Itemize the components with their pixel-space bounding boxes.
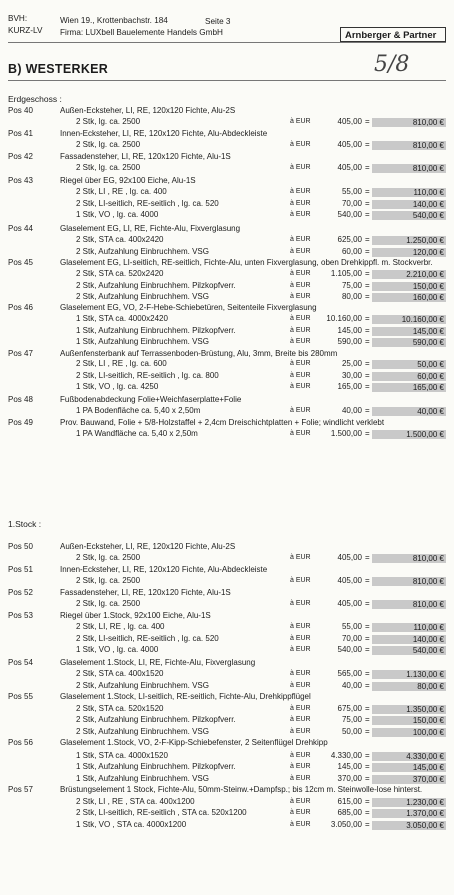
- position-description: Innen-Ecksteher, LI, RE, 120x120 Fichte, Alu-Abdeckleiste: [60, 565, 268, 574]
- equals-sign: =: [365, 762, 370, 771]
- position-description: Glaselement EG, LI-seitlich, RE-seitlich, Fichte-Alu, unten Fixverglasung, oben Drehkippfl. m. Stockverbr.: [60, 258, 433, 267]
- currency-label: à EUR: [290, 670, 311, 677]
- position-description: Glaselement EG, LI, RE, Fichte-Alu, Fixverglasung: [60, 224, 241, 233]
- unit-price: 50,00: [341, 727, 362, 736]
- kurz-lv-label: KURZ-LV: [8, 26, 43, 35]
- position-number: Pos 49: [8, 418, 33, 427]
- currency-label: à EUR: [290, 600, 311, 607]
- line-total: 1.500,00 €: [372, 430, 446, 439]
- unit-price: 615,00: [337, 797, 362, 806]
- position-header-row: [0, 542, 454, 552]
- position-line-item: [0, 599, 454, 609]
- unit-price: 55,00: [341, 187, 362, 196]
- position-description: Glaselement 1.Stock, VO, 2-F-Kipp-Schiebefenster, 2 Seitenflügel Drehkipp: [60, 738, 328, 747]
- position-number: Pos 45: [8, 258, 33, 267]
- unit-price: 405,00: [337, 553, 362, 562]
- line-total: 150,00 €: [372, 282, 446, 291]
- position-header-row: [0, 418, 454, 428]
- position-line-item: [0, 269, 454, 279]
- position-description: Außen-Ecksteher, LI, RE, 120x120 Fichte, Alu-2S: [60, 106, 236, 115]
- line-total: 1.230,00 €: [372, 798, 446, 807]
- position-header-row: [0, 258, 454, 268]
- unit-price: 60,00: [341, 247, 362, 256]
- position-line-item: [0, 820, 454, 830]
- position-line-item: [0, 187, 454, 197]
- currency-label: à EUR: [290, 682, 311, 689]
- line-total: 4.330,00 €: [372, 752, 446, 761]
- unit-price: 590,00: [337, 337, 362, 346]
- currency-label: à EUR: [290, 577, 311, 584]
- unit-price: 685,00: [337, 808, 362, 817]
- equals-sign: =: [365, 406, 370, 415]
- equals-sign: =: [365, 645, 370, 654]
- firma: Firma: LUXbell Bauelemente Handels GmbH: [60, 28, 223, 37]
- position-line-item: [0, 406, 454, 416]
- position-line-item: [0, 797, 454, 807]
- page-number: Seite 3: [205, 17, 231, 26]
- equals-sign: =: [365, 163, 370, 172]
- item-quantity-spec: 1 Stk, Aufzahlung Einbruchhem. Pilzkopfverr.: [76, 762, 236, 771]
- line-total: 810,00 €: [372, 600, 446, 609]
- currency-label: à EUR: [290, 646, 311, 653]
- floor-label-eg: Erdgeschoss :: [8, 94, 62, 104]
- currency-label: à EUR: [290, 383, 311, 390]
- item-quantity-spec: 1 Stk, VO , lg. ca. 4000: [76, 210, 159, 219]
- item-quantity-spec: 2 Stk, LI-seitlich, RE-seitlich , lg. ca. 520: [76, 634, 219, 643]
- line-total: 590,00 €: [372, 338, 446, 347]
- currency-label: à EUR: [290, 248, 311, 255]
- equals-sign: =: [365, 727, 370, 736]
- unit-price: 625,00: [337, 235, 362, 244]
- currency-label: à EUR: [290, 635, 311, 642]
- line-total: 165,00 €: [372, 383, 446, 392]
- position-header-row: [0, 152, 454, 162]
- position-line-item: [0, 429, 454, 439]
- equals-sign: =: [365, 715, 370, 724]
- item-quantity-spec: 2 Stk, Aufzahlung Einbruchhem. Pilzkopfverr.: [76, 281, 236, 290]
- item-quantity-spec: 1 PA Bodenfläche ca. 5,40 x 2,50m: [76, 406, 201, 415]
- line-total: 145,00 €: [372, 763, 446, 772]
- position-header-row: [0, 658, 454, 668]
- position-description: Glaselement 1.Stock, LI-seitlich, RE-seitlich, Fichte-Alu, Drehkippflügel: [60, 692, 311, 701]
- position-line-item: [0, 774, 454, 784]
- position-number: Pos 52: [8, 588, 33, 597]
- unit-price: 540,00: [337, 645, 362, 654]
- line-total: 110,00 €: [372, 623, 446, 632]
- currency-label: à EUR: [290, 282, 311, 289]
- unit-price: 25,00: [341, 359, 362, 368]
- currency-label: à EUR: [290, 798, 311, 805]
- position-description: Prov. Bauwand, Folie + 5/8-Holzstaffel + 2,4cm Dreischichtplatten + Folie; windlicht verklebt: [60, 418, 385, 427]
- equals-sign: =: [365, 337, 370, 346]
- line-total: 810,00 €: [372, 164, 446, 173]
- unit-price: 75,00: [341, 281, 362, 290]
- item-quantity-spec: 2 Stk, LI , RE , lg. ca. 600: [76, 359, 167, 368]
- position-header-row: [0, 224, 454, 234]
- position-description: Fassadensteher, LI, RE, 120x120 Fichte, Alu-1S: [60, 588, 231, 597]
- position-header-row: [0, 176, 454, 186]
- equals-sign: =: [365, 382, 370, 391]
- unit-price: 75,00: [341, 715, 362, 724]
- position-number: Pos 54: [8, 658, 33, 667]
- currency-label: à EUR: [290, 236, 311, 243]
- equals-sign: =: [365, 797, 370, 806]
- item-quantity-spec: 2 Stk, Aufzahlung Einbruchhem. VSG: [76, 727, 209, 736]
- item-quantity-spec: 2 Stk, lg. ca. 2500: [76, 553, 141, 562]
- equals-sign: =: [365, 553, 370, 562]
- item-quantity-spec: 1 Stk, Aufzahlung Einbruchhem. VSG: [76, 774, 209, 783]
- bvh-label: BVH:: [8, 14, 28, 23]
- position-number: Pos 40: [8, 106, 33, 115]
- position-header-row: [0, 588, 454, 598]
- position-header-row: [0, 785, 454, 795]
- item-quantity-spec: 1 PA Wandfläche ca. 5,40 x 2,50m: [76, 429, 198, 438]
- line-total: 1.250,00 €: [372, 236, 446, 245]
- position-description: Brüstungselement 1 Stock, Fichte-Alu, 50mm-Steinw.+Dampfsp.; bis 12cm m. Steinwolle-lose hinterst.: [60, 785, 423, 794]
- currency-label: à EUR: [290, 164, 311, 171]
- currency-label: à EUR: [290, 293, 311, 300]
- position-line-item: [0, 704, 454, 714]
- position-line-item: [0, 371, 454, 381]
- currency-label: à EUR: [290, 763, 311, 770]
- unit-price: 1.500,00: [330, 429, 362, 438]
- item-quantity-spec: 2 Stk, Aufzahlung Einbruchhem. VSG: [76, 292, 209, 301]
- currency-label: à EUR: [290, 315, 311, 322]
- equals-sign: =: [365, 210, 370, 219]
- line-total: 140,00 €: [372, 200, 446, 209]
- currency-label: à EUR: [290, 360, 311, 367]
- unit-price: 10.160,00: [326, 314, 362, 323]
- position-description: Fassadensteher, LI, RE, 120x120 Fichte, Alu-1S: [60, 152, 231, 161]
- unit-price: 405,00: [337, 599, 362, 608]
- position-number: Pos 51: [8, 565, 33, 574]
- position-number: Pos 44: [8, 224, 33, 233]
- line-total: 540,00 €: [372, 646, 446, 655]
- position-header-row: [0, 395, 454, 405]
- position-header-row: [0, 349, 454, 359]
- line-total: 100,00 €: [372, 728, 446, 737]
- position-line-item: [0, 808, 454, 818]
- position-line-item: [0, 645, 454, 655]
- equals-sign: =: [365, 751, 370, 760]
- unit-price: 70,00: [341, 199, 362, 208]
- line-total: 160,00 €: [372, 293, 446, 302]
- position-header-row: [0, 611, 454, 621]
- line-total: 810,00 €: [372, 141, 446, 150]
- currency-label: à EUR: [290, 809, 311, 816]
- line-total: 810,00 €: [372, 554, 446, 563]
- position-line-item: [0, 292, 454, 302]
- currency-label: à EUR: [290, 372, 311, 379]
- address: Wien 19., Krottenbachstr. 184: [60, 16, 168, 25]
- item-quantity-spec: 1 Stk, Aufzahlung Einbruchhem. VSG: [76, 337, 209, 346]
- line-total: 50,00 €: [372, 360, 446, 369]
- floor-label-1og: 1.Stock :: [8, 519, 42, 529]
- item-quantity-spec: 2 Stk, LI , RE , STA ca. 400x1200: [76, 797, 195, 806]
- equals-sign: =: [365, 371, 370, 380]
- equals-sign: =: [365, 359, 370, 368]
- handwritten-note: 5/8: [374, 52, 410, 77]
- position-header-row: [0, 565, 454, 575]
- unit-price: 70,00: [341, 634, 362, 643]
- equals-sign: =: [365, 235, 370, 244]
- equals-sign: =: [365, 199, 370, 208]
- position-line-item: [0, 314, 454, 324]
- position-description: Außen-Ecksteher, LI, RE, 120x120 Fichte, Alu-2S: [60, 542, 236, 551]
- position-header-row: [0, 738, 454, 748]
- position-description: Riegel über 1.Stock, 92x100 Eiche, Alu-1S: [60, 611, 211, 620]
- line-total: 1.130,00 €: [372, 670, 446, 679]
- unit-price: 40,00: [341, 681, 362, 690]
- currency-label: à EUR: [290, 775, 311, 782]
- item-quantity-spec: 2 Stk, lg. ca. 2500: [76, 140, 141, 149]
- line-total: 810,00 €: [372, 118, 446, 127]
- position-line-item: [0, 210, 454, 220]
- item-quantity-spec: 1 Stk, Aufzahlung Einbruchhem. Pilzkopfverr.: [76, 326, 236, 335]
- line-total: 40,00 €: [372, 407, 446, 416]
- position-number: Pos 43: [8, 176, 33, 185]
- currency-label: à EUR: [290, 327, 311, 334]
- position-line-item: [0, 163, 454, 173]
- item-quantity-spec: 2 Stk, lg. ca. 2500: [76, 576, 141, 585]
- position-line-item: [0, 235, 454, 245]
- item-quantity-spec: 1 Stk, VO , lg. ca. 4250: [76, 382, 159, 391]
- item-quantity-spec: 1 Stk, STA ca. 4000x1520: [76, 751, 168, 760]
- position-line-item: [0, 199, 454, 209]
- position-line-item: [0, 359, 454, 369]
- unit-price: 405,00: [337, 576, 362, 585]
- currency-label: à EUR: [290, 716, 311, 723]
- unit-price: 145,00: [337, 326, 362, 335]
- line-total: 120,00 €: [372, 248, 446, 257]
- currency-label: à EUR: [290, 211, 311, 218]
- equals-sign: =: [365, 622, 370, 631]
- item-quantity-spec: 2 Stk, Aufzahlung Einbruchhem. VSG: [76, 681, 209, 690]
- currency-label: à EUR: [290, 407, 311, 414]
- currency-label: à EUR: [290, 338, 311, 345]
- item-quantity-spec: 2 Stk, lg. ca. 2500: [76, 163, 141, 172]
- item-quantity-spec: 2 Stk, STA ca. 400x1520: [76, 669, 164, 678]
- line-total: 140,00 €: [372, 635, 446, 644]
- equals-sign: =: [365, 808, 370, 817]
- currency-label: à EUR: [290, 728, 311, 735]
- item-quantity-spec: 2 Stk, LI , RE , lg. ca. 400: [76, 187, 167, 196]
- unit-price: 80,00: [341, 292, 362, 301]
- equals-sign: =: [365, 314, 370, 323]
- position-number: Pos 46: [8, 303, 33, 312]
- equals-sign: =: [365, 247, 370, 256]
- equals-sign: =: [365, 599, 370, 608]
- line-total: 10.160,00 €: [372, 315, 446, 324]
- equals-sign: =: [365, 429, 370, 438]
- unit-price: 1.105,00: [330, 269, 362, 278]
- position-description: Riegel über EG, 92x100 Eiche, Alu-1S: [60, 176, 196, 185]
- currency-label: à EUR: [290, 430, 311, 437]
- unit-price: 565,00: [337, 669, 362, 678]
- line-total: 1.350,00 €: [372, 705, 446, 714]
- position-number: Pos 50: [8, 542, 33, 551]
- position-line-item: [0, 715, 454, 725]
- equals-sign: =: [365, 774, 370, 783]
- position-line-item: [0, 140, 454, 150]
- equals-sign: =: [365, 292, 370, 301]
- item-quantity-spec: 2 Stk, lg. ca. 2500: [76, 117, 141, 126]
- position-line-item: [0, 337, 454, 347]
- item-quantity-spec: 2 Stk, Aufzahlung Einbruchhem. VSG: [76, 247, 209, 256]
- currency-label: à EUR: [290, 752, 311, 759]
- equals-sign: =: [365, 681, 370, 690]
- position-description: Außenfensterbank auf Terrassenboden-Brüstung, Alu, 3mm, Breite bis 280mm: [60, 349, 338, 358]
- unit-price: 405,00: [337, 140, 362, 149]
- item-quantity-spec: 2 Stk, LI-seitlich, RE-seitlich , STA ca. 520x1200: [76, 808, 247, 817]
- line-total: 80,00 €: [372, 682, 446, 691]
- currency-label: à EUR: [290, 270, 311, 277]
- line-total: 3.050,00 €: [372, 821, 446, 830]
- unit-price: 40,00: [341, 406, 362, 415]
- position-header-row: [0, 129, 454, 139]
- section-title: B) WESTERKER: [8, 62, 109, 76]
- unit-price: 30,00: [341, 371, 362, 380]
- position-line-item: [0, 382, 454, 392]
- currency-label: à EUR: [290, 821, 311, 828]
- currency-label: à EUR: [290, 118, 311, 125]
- equals-sign: =: [365, 576, 370, 585]
- position-description: Fußbodenabdeckung Folie+Weichfaserplatte+Folie: [60, 395, 242, 404]
- equals-sign: =: [365, 281, 370, 290]
- position-line-item: [0, 247, 454, 257]
- item-quantity-spec: 2 Stk, lg. ca. 2500: [76, 599, 141, 608]
- currency-label: à EUR: [290, 554, 311, 561]
- company-logo: Arnberger & Partner: [340, 27, 446, 42]
- position-line-item: [0, 681, 454, 691]
- line-total: 2.210,00 €: [372, 270, 446, 279]
- unit-price: 675,00: [337, 704, 362, 713]
- item-quantity-spec: 1 Stk, STA ca. 4000x2420: [76, 314, 168, 323]
- unit-price: 55,00: [341, 622, 362, 631]
- unit-price: 4.330,00: [330, 751, 362, 760]
- position-line-item: [0, 634, 454, 644]
- title-divider: [8, 80, 446, 81]
- item-quantity-spec: 2 Stk, LI, RE , lg. ca. 400: [76, 622, 165, 631]
- position-line-item: [0, 762, 454, 772]
- position-header-row: [0, 106, 454, 116]
- item-quantity-spec: 2 Stk, LI-seitlich, RE-seitlich , lg. ca. 800: [76, 371, 219, 380]
- item-quantity-spec: 2 Stk, Aufzahlung Einbruchhem. Pilzkopfverr.: [76, 715, 236, 724]
- item-quantity-spec: 1 Stk, VO , lg. ca. 4000: [76, 645, 159, 654]
- position-line-item: [0, 669, 454, 679]
- item-quantity-spec: 1 Stk, VO , STA ca. 4000x1200: [76, 820, 187, 829]
- header-divider: [8, 42, 446, 43]
- line-total: 150,00 €: [372, 716, 446, 725]
- item-quantity-spec: 2 Stk, STA ca. 400x2420: [76, 235, 164, 244]
- line-total: 145,00 €: [372, 327, 446, 336]
- equals-sign: =: [365, 187, 370, 196]
- position-number: Pos 56: [8, 738, 33, 747]
- unit-price: 3.050,00: [330, 820, 362, 829]
- position-header-row: [0, 692, 454, 702]
- currency-label: à EUR: [290, 188, 311, 195]
- item-quantity-spec: 2 Stk, LI-seitlich, RE-seitlich , lg. ca. 520: [76, 199, 219, 208]
- unit-price: 540,00: [337, 210, 362, 219]
- position-number: Pos 57: [8, 785, 33, 794]
- position-line-item: [0, 727, 454, 737]
- currency-label: à EUR: [290, 200, 311, 207]
- unit-price: 165,00: [337, 382, 362, 391]
- position-number: Pos 55: [8, 692, 33, 701]
- unit-price: 405,00: [337, 163, 362, 172]
- position-line-item: [0, 622, 454, 632]
- unit-price: 370,00: [337, 774, 362, 783]
- position-number: Pos 53: [8, 611, 33, 620]
- position-number: Pos 48: [8, 395, 33, 404]
- position-line-item: [0, 326, 454, 336]
- position-line-item: [0, 281, 454, 291]
- equals-sign: =: [365, 140, 370, 149]
- line-total: 370,00 €: [372, 775, 446, 784]
- item-quantity-spec: 2 Stk, STA ca. 520x1520: [76, 704, 164, 713]
- position-line-item: [0, 751, 454, 761]
- equals-sign: =: [365, 634, 370, 643]
- item-quantity-spec: 2 Stk, STA ca. 520x2420: [76, 269, 164, 278]
- equals-sign: =: [365, 704, 370, 713]
- position-description: Innen-Ecksteher, LI, RE, 120x120 Fichte, Alu-Abdeckleiste: [60, 129, 268, 138]
- line-total: 110,00 €: [372, 188, 446, 197]
- equals-sign: =: [365, 269, 370, 278]
- position-description: Glaselement 1.Stock, LI, RE, Fichte-Alu, Fixverglasung: [60, 658, 256, 667]
- position-number: Pos 41: [8, 129, 33, 138]
- equals-sign: =: [365, 326, 370, 335]
- position-line-item: [0, 553, 454, 563]
- equals-sign: =: [365, 820, 370, 829]
- unit-price: 145,00: [337, 762, 362, 771]
- unit-price: 405,00: [337, 117, 362, 126]
- currency-label: à EUR: [290, 705, 311, 712]
- line-total: 1.370,00 €: [372, 809, 446, 818]
- line-total: 810,00 €: [372, 577, 446, 586]
- position-line-item: [0, 117, 454, 127]
- equals-sign: =: [365, 117, 370, 126]
- currency-label: à EUR: [290, 623, 311, 630]
- position-number: Pos 47: [8, 349, 33, 358]
- position-number: Pos 42: [8, 152, 33, 161]
- position-description: Glaselement EG, VO, 2-F-Hebe-Schiebetüren, Seitenteile Fixverglasung: [60, 303, 317, 312]
- equals-sign: =: [365, 669, 370, 678]
- line-total: 60,00 €: [372, 372, 446, 381]
- position-line-item: [0, 576, 454, 586]
- line-total: 540,00 €: [372, 211, 446, 220]
- position-header-row: [0, 303, 454, 313]
- currency-label: à EUR: [290, 141, 311, 148]
